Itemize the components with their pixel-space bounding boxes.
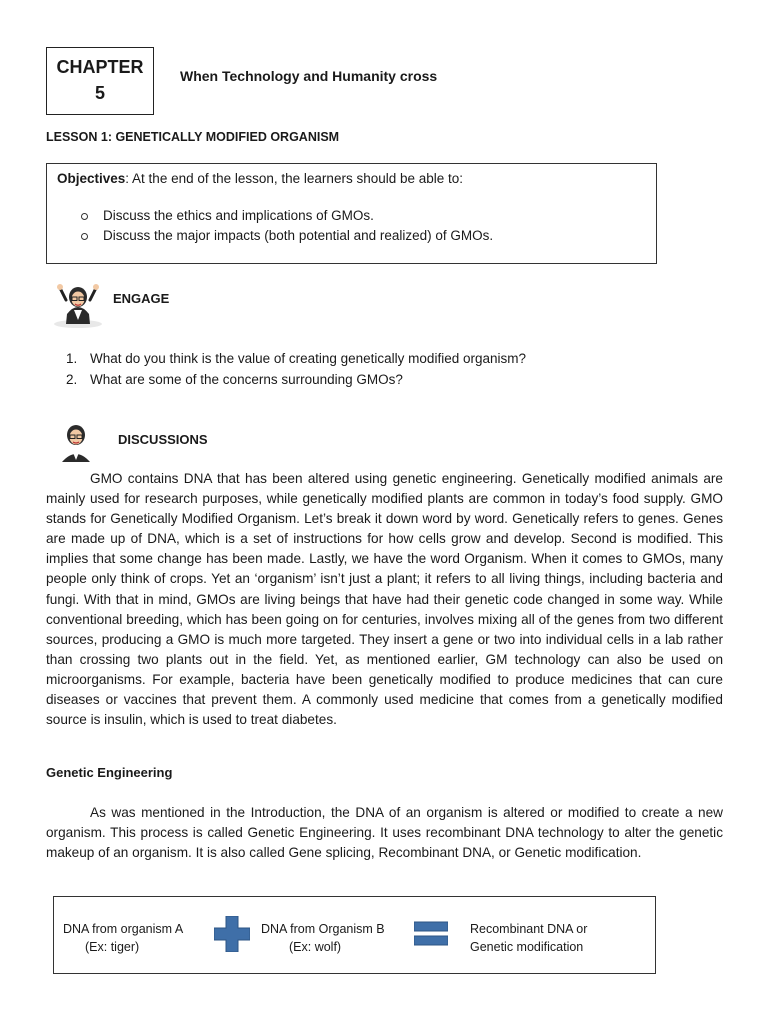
objectives-intro-text: : At the end of the lesson, the learners should be able to: <box>125 171 464 186</box>
organism-a-line1: DNA from organism A <box>63 922 184 936</box>
chapter-box <box>46 47 154 115</box>
question-item <box>66 348 526 369</box>
objectives-label: Objectives <box>57 171 126 186</box>
question-text: What are some of the concerns surrounding GMOs? <box>90 372 403 387</box>
objective-item: Discuss the ethics and implications of GMOs. <box>103 206 646 226</box>
objectives-intro <box>57 171 646 186</box>
engage-questions <box>66 348 526 390</box>
recombinant-label <box>470 920 587 956</box>
chapter-label: CHAPTER <box>56 57 144 77</box>
organism-a-line2: (Ex: tiger) <box>85 940 140 954</box>
equals-icon <box>414 920 448 953</box>
organism-b-label <box>261 920 385 956</box>
chapter-number: 5 <box>94 83 105 103</box>
objectives-list <box>57 206 646 246</box>
question-number: 2. <box>66 372 78 387</box>
plus-icon <box>214 916 250 957</box>
organism-a-label <box>63 920 183 956</box>
genetic-engineering-heading: Genetic Engineering <box>46 765 173 780</box>
recombinant-line2: Genetic modification <box>470 940 584 954</box>
question-text: What do you think is the value of creating genetically modified organism? <box>90 351 526 366</box>
objective-item: Discuss the major impacts (both potential and realized) of GMOs. <box>103 226 646 246</box>
discussions-paragraph <box>46 469 723 730</box>
chapter-title: When Technology and Humanity cross <box>180 68 438 84</box>
question-item <box>66 369 526 390</box>
organism-b-line1: DNA from Organism B <box>261 922 385 936</box>
recombinant-diagram <box>53 896 656 974</box>
discussions-avatar <box>56 422 96 464</box>
avatar-cheering-icon <box>50 280 106 328</box>
organism-b-line2: (Ex: wolf) <box>289 940 342 954</box>
recombinant-line1: Recombinant DNA or <box>470 922 588 936</box>
genetic-engineering-text: As was mentioned in the Introduction, the DNA of an organism is altered or modified to create a new organism. This process is called Genetic Engineering. It uses recombinant DNA technology to alter the genetic makeup of an organism. It is also called Gene splicing, Recombinant DNA, or Genetic modification. <box>46 805 723 861</box>
discussions-heading: DISCUSSIONS <box>118 432 208 447</box>
avatar-teacher-icon <box>56 422 96 464</box>
lesson-title: LESSON 1: GENETICALLY MODIFIED ORGANISM <box>46 130 340 144</box>
discussions-text: GMO contains DNA that has been altered using genetic engineering. Genetically modified animals are mainly used for research purposes, while genetically modified plants are common in today’s food supply. GMO stands for Genetically Modified Organism. Let’s break it down word by word. Genetically refers to genes. Genes are made up of DNA, which is a set of instructions for how cells grow and develop. Second is modified. This implies that some change has been made. Lastly, we have the word Organism. When it comes to GMOs, many people only think of crops. Yet an ‘organism’ isn’t just a plant; it refers to all living things, including bacteria and fungi. With that in mind, GMOs are living beings that have had their genetic code changed in some way. While conventional breeding, which has been going on for centuries, involves mixing all of the genes from two different sources, producing a GMO is much more targeted. They insert a gene or two into individual cells in a lab rather than crossing two plants out in the field. Yet, as mentioned earlier, GM technology can also be used on microorganisms. For example, bacteria have been genetically modified to produce medicines that can cure diseases or vaccines that prevent them. A commonly used medicine that comes from a genetically modified source is insulin, which is used to treat diabetes. <box>46 471 723 728</box>
question-number: 1. <box>66 351 78 366</box>
engage-avatar <box>50 280 106 328</box>
engage-heading: ENGAGE <box>113 291 170 306</box>
objectives-box <box>46 163 657 264</box>
genetic-engineering-paragraph <box>46 803 723 863</box>
